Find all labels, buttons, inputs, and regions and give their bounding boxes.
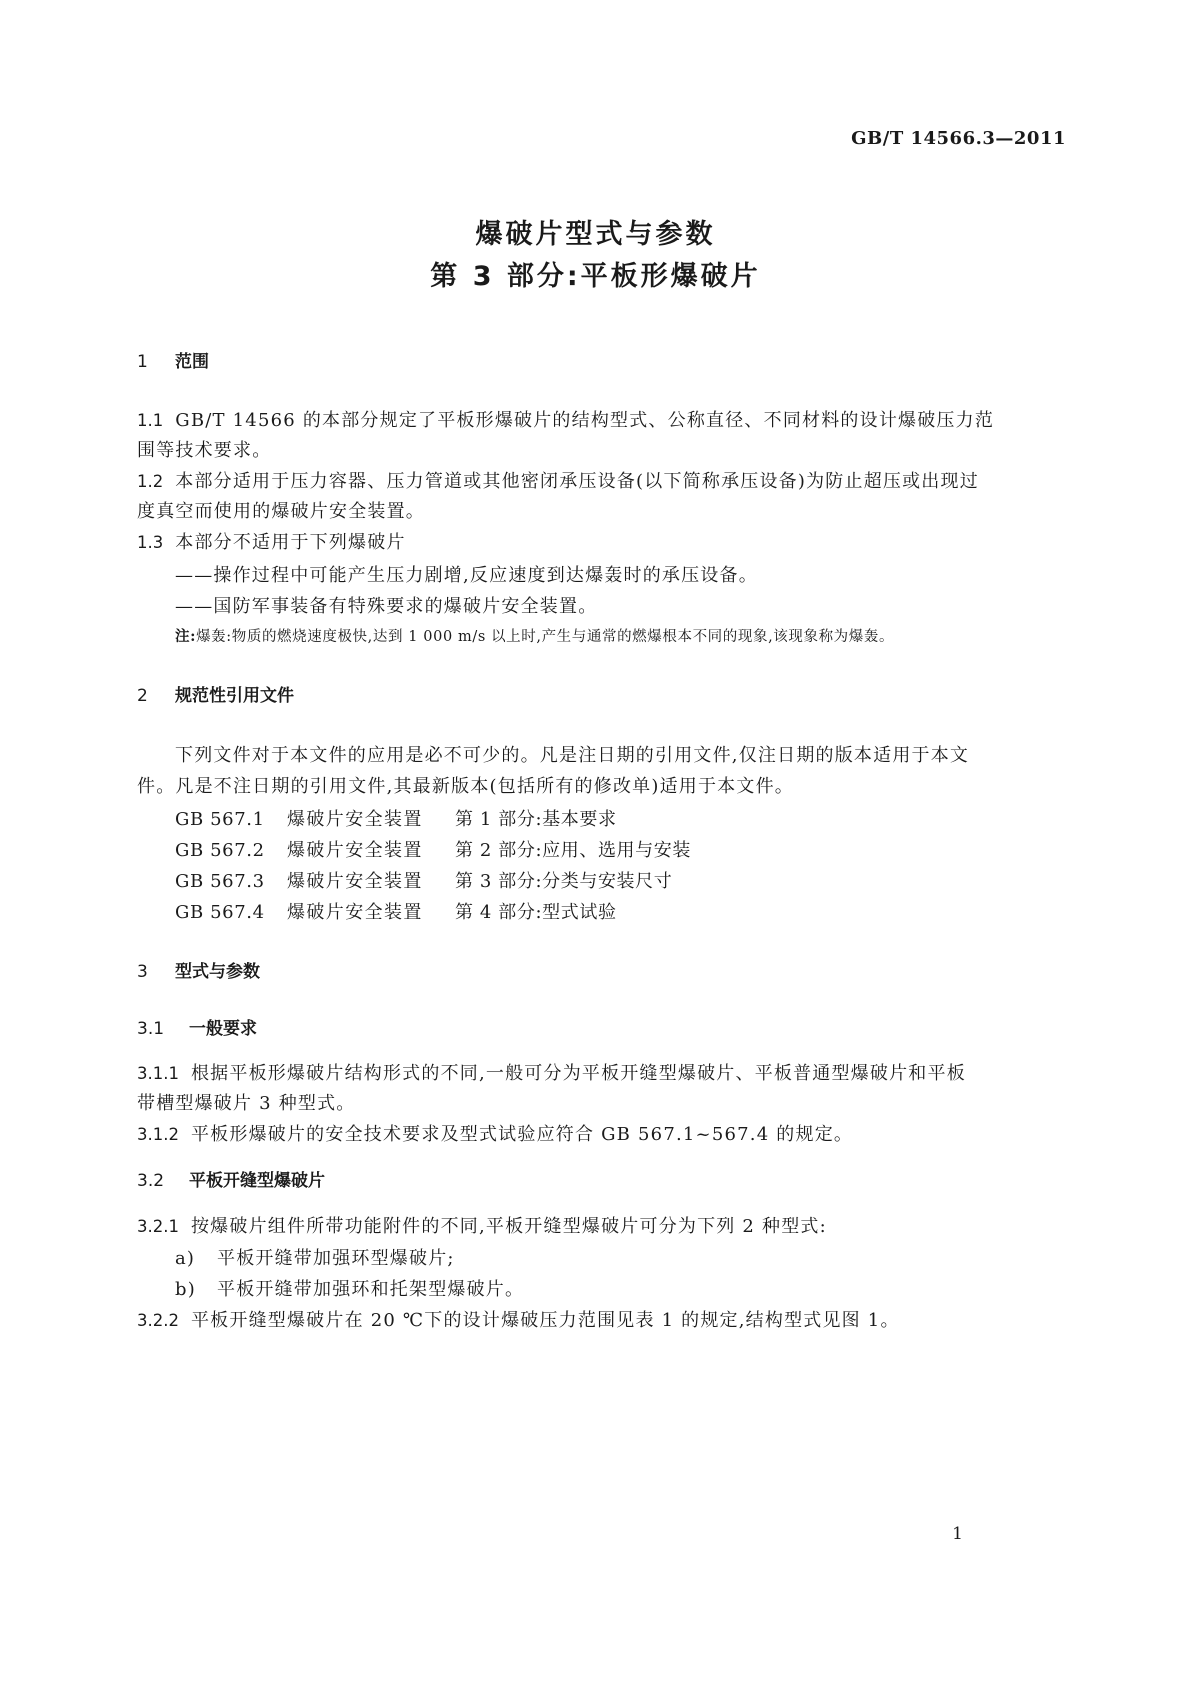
clause-3-1-2 xyxy=(137,1120,1062,1146)
reference-item xyxy=(175,805,617,831)
clause-number: 3.1.1 xyxy=(137,1064,179,1083)
reference-item xyxy=(175,867,672,893)
section-title: 范围 xyxy=(175,352,209,372)
clause-text: 根据平板形爆破片结构形式的不同,一般可分为平板开缝型爆破片、平板普通型爆破片和平板 xyxy=(190,1063,966,1084)
clause-3-1-1-line1 xyxy=(137,1059,1062,1085)
standard-number: GB/T 14566.3—2011 xyxy=(851,128,1066,149)
clause-3-1-1-line2: 带槽型爆破片 3 种型式。 xyxy=(137,1093,356,1114)
subsection-title: 一般要求 xyxy=(189,1019,257,1039)
reference-part: 第 1 部分:基本要求 xyxy=(455,809,617,830)
subsection-number: 3.2 xyxy=(137,1171,165,1191)
reference-part: 第 2 部分:应用、选用与安装 xyxy=(455,840,691,861)
reference-part: 第 4 部分:型式试验 xyxy=(455,902,617,923)
clause-text: 平板开缝型爆破片在 20 ℃下的设计爆破压力范围见表 1 的规定,结构型式见图 1。 xyxy=(190,1310,900,1331)
note-text: 爆轰:物质的燃烧速度极快,达到 1 000 m/s 以上时,产生与通常的燃爆根本不同的现象,该现象称为爆轰。 xyxy=(196,629,895,645)
reference-name: 爆破片安全装置 xyxy=(287,809,423,830)
section-heading-1 xyxy=(137,347,209,372)
reference-code: GB 567.4 xyxy=(175,902,265,923)
section-title: 规范性引用文件 xyxy=(175,686,294,706)
page-number: 1 xyxy=(952,1524,963,1544)
reference-name: 爆破片安全装置 xyxy=(287,902,423,923)
clause-text: 平板形爆破片的安全技术要求及型式试验应符合 GB 567.1~567.4 的规定。 xyxy=(190,1124,854,1145)
clause-1-2-line2: 度真空而使用的爆破片安全装置。 xyxy=(137,501,425,522)
subsection-title: 平板开缝型爆破片 xyxy=(189,1171,325,1191)
list-item-b xyxy=(175,1275,524,1301)
subsection-heading-3-2 xyxy=(137,1166,325,1191)
clause-text: 按爆破片组件所带功能附件的不同,平板开缝型爆破片可分为下列 2 种型式: xyxy=(190,1216,827,1237)
section-title: 型式与参数 xyxy=(175,962,260,982)
clause-number: 3.2.1 xyxy=(137,1217,179,1236)
list-text: 平板开缝带加强环和托架型爆破片。 xyxy=(217,1279,525,1300)
note xyxy=(175,625,894,646)
clause-1-1-line1 xyxy=(137,406,1062,432)
dash-item-2: ——国防军事装备有特殊要求的爆破片安全装置。 xyxy=(175,596,598,617)
section-2-intro-line2: 件。凡是不注日期的引用文件,其最新版本(包括所有的修改单)适用于本文件。 xyxy=(137,776,794,797)
list-item-a xyxy=(175,1244,455,1270)
section-number: 3 xyxy=(137,962,148,982)
clause-number: 1.1 xyxy=(137,411,164,430)
reference-name: 爆破片安全装置 xyxy=(287,840,423,861)
clause-number: 1.3 xyxy=(137,533,164,552)
list-marker: b) xyxy=(175,1279,196,1300)
clause-number: 1.2 xyxy=(137,472,164,491)
reference-item xyxy=(175,836,691,862)
clause-number: 3.1.2 xyxy=(137,1125,179,1144)
document-title-line2: 第 3 部分:平板形爆破片 xyxy=(430,261,761,292)
clause-text: 本部分适用于压力容器、压力管道或其他密闭承压设备(以下简称承压设备)为防止超压或出现过 xyxy=(175,471,979,492)
note-label: 注: xyxy=(175,628,197,645)
reference-name: 爆破片安全装置 xyxy=(287,871,423,892)
reference-code: GB 567.3 xyxy=(175,871,265,892)
section-heading-3 xyxy=(137,957,260,982)
section-heading-2 xyxy=(137,681,294,706)
subsection-heading-3-1 xyxy=(137,1014,257,1039)
reference-code: GB 567.1 xyxy=(175,809,265,830)
clause-number: 3.2.2 xyxy=(137,1311,179,1330)
reference-item xyxy=(175,898,617,924)
list-text: 平板开缝带加强环型爆破片; xyxy=(217,1248,455,1269)
list-marker: a) xyxy=(175,1248,196,1269)
reference-code: GB 567.2 xyxy=(175,840,265,861)
clause-3-2-2 xyxy=(137,1306,1062,1332)
clause-1-1-line2: 围等技术要求。 xyxy=(137,440,272,461)
document-title-line1: 爆破片型式与参数 xyxy=(475,219,716,250)
reference-part: 第 3 部分:分类与安装尺寸 xyxy=(455,871,673,892)
clause-1-3 xyxy=(137,528,1062,554)
section-number: 2 xyxy=(137,686,148,706)
clause-text: GB/T 14566 的本部分规定了平板形爆破片的结构型式、公称直径、不同材料的设计爆破压力范 xyxy=(175,410,995,431)
clause-3-2-1 xyxy=(137,1212,1062,1238)
clause-1-2-line1 xyxy=(137,467,1062,493)
section-2-intro-line1: 下列文件对于本文件的应用是必不可少的。凡是注日期的引用文件,仅注日期的版本适用于本文 xyxy=(175,745,970,766)
dash-item-1: ——操作过程中可能产生压力剧增,反应速度到达爆轰时的承压设备。 xyxy=(175,565,758,586)
section-number: 1 xyxy=(137,352,148,372)
clause-text: 本部分不适用于下列爆破片 xyxy=(175,532,406,553)
subsection-number: 3.1 xyxy=(137,1019,165,1039)
